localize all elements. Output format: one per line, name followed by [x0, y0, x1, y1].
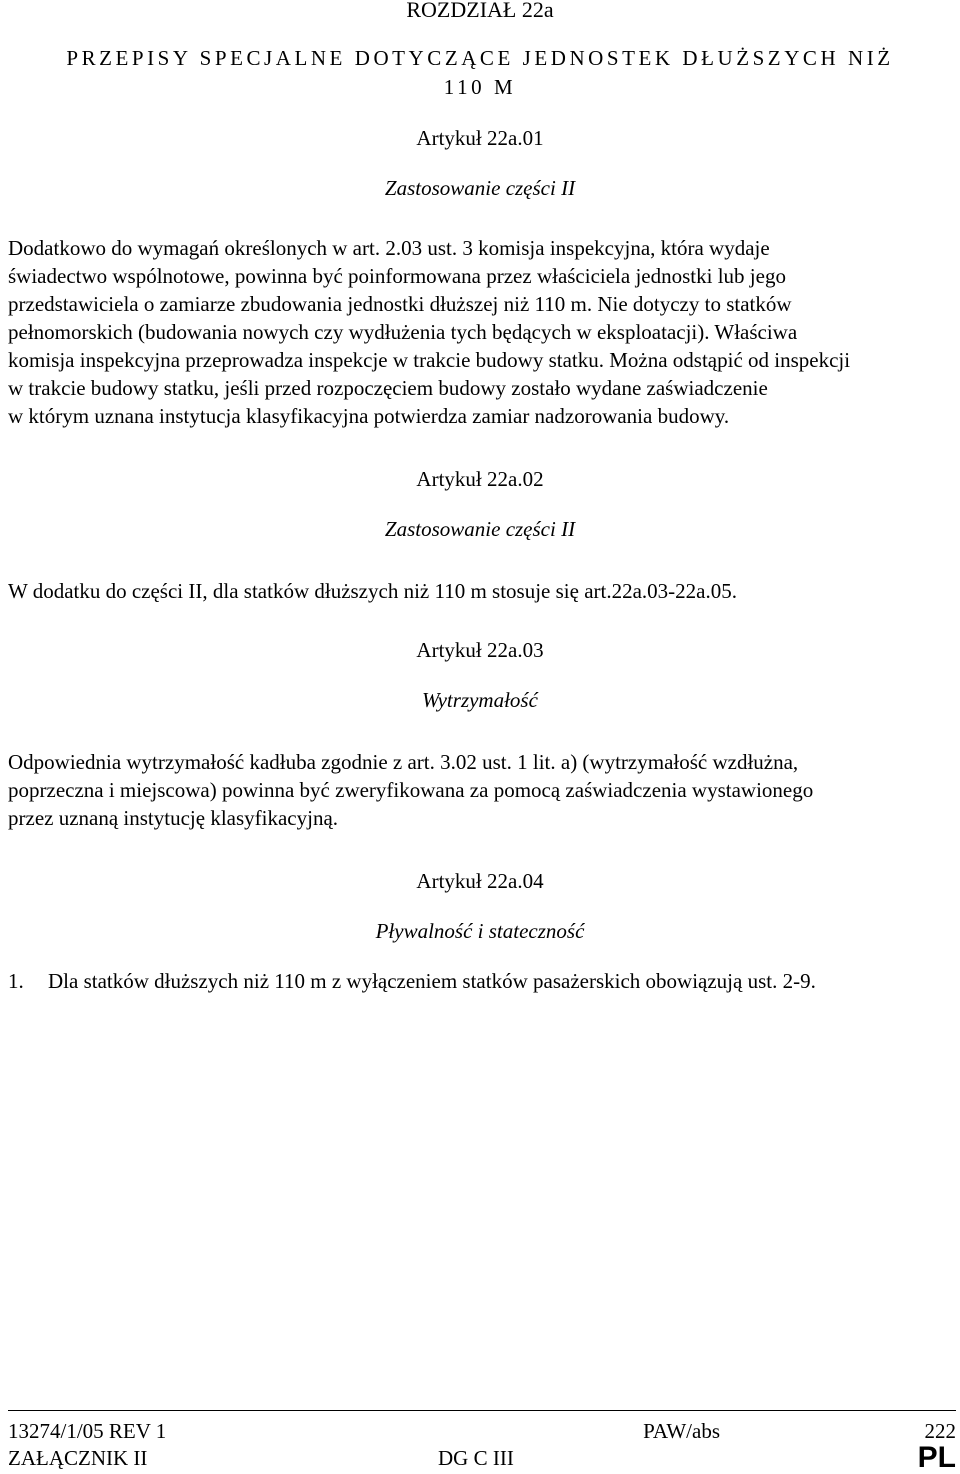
body-line: Dodatkowo do wymagań określonych w art. 2.03 ust. 3 komisja inspekcyjna, która wydaje: [8, 236, 770, 260]
footer-dg: DG C III: [438, 1446, 514, 1470]
footer-doc-ref: 13274/1/05 REV 1: [8, 1419, 167, 1443]
article-subtitle-22a04: Pływalność i stateczność: [375, 919, 585, 943]
body-line: świadectwo wspólnotowe, powinna być poinformowana przez właściciela jednostki lub jego: [8, 264, 786, 288]
article-subtitle-22a03: Wytrzymałość: [422, 688, 538, 712]
chapter-title-line-1: PRZEPISY SPECJALNE DOTYCZĄCE JEDNOSTEK DŁUŻSZYCH NIŻ: [66, 46, 894, 70]
body-line: przedstawiciela o zamiarze zbudowania jednostki dłuższej niż 110 m. Nie dotyczy to statków: [8, 292, 792, 316]
footer-annex: ZAŁĄCZNIK II: [8, 1446, 148, 1470]
article-heading-22a03: Artykuł 22a.03: [416, 638, 544, 662]
chapter-title: [8, 44, 952, 102]
body-line: poprzeczna i miejscowa) powinna być zweryfikowana za pomocą zaświadczenia wystawionego: [8, 778, 814, 802]
article-heading-22a02: Artykuł 22a.02: [416, 467, 544, 491]
chapter-heading: ROZDZIAŁ 22a: [406, 0, 554, 22]
list-item-number: 1.: [8, 969, 24, 993]
body-line: Odpowiednia wytrzymałość kadłuba zgodnie z art. 3.02 ust. 1 lit. a) (wytrzymałość wzdłużna,: [8, 750, 799, 774]
footer-divider: [8, 1410, 956, 1411]
article-subtitle-22a02: Zastosowanie części II: [384, 517, 576, 541]
body-line: komisja inspekcyjna przeprowadza inspekcje w trakcie budowy statku. Można odstąpić od inspekcji: [8, 348, 851, 372]
body-line: w którym uznana instytucja klasyfikacyjna potwierdza zamiar nadzorowania budowy.: [8, 404, 730, 428]
footer-page-number: 222: [924, 1419, 956, 1443]
article-heading-22a04: Artykuł 22a.04: [416, 869, 544, 893]
list-item-text: Dla statków dłuższych niż 110 m z wyłączeniem statków pasażerskich obowiązują ust. 2-9.: [48, 969, 816, 993]
body-line: pełnomorskich (budowania nowych czy wydłużenia tych będących w eksploatacji). Właściwa: [8, 320, 798, 344]
article-subtitle-22a01: Zastosowanie części II: [384, 176, 576, 200]
article-body-22a03: [8, 748, 952, 832]
article-body-22a02: [8, 577, 952, 605]
footer-language-code: PL: [917, 1441, 956, 1474]
body-line: w trakcie budowy statku, jeśli przed rozpoczęciem budowy zostało wydane zaświadczenie: [8, 376, 768, 400]
footer-initials: PAW/abs: [643, 1419, 720, 1443]
article-heading-22a01: Artykuł 22a.01: [416, 126, 544, 150]
body-line: przez uznaną instytucję klasyfikacyjną.: [8, 806, 339, 830]
body-line: W dodatku do części II, dla statków dłuższych niż 110 m stosuje się art.22a.03-22a.05.: [8, 579, 737, 603]
article-body-22a01: [8, 234, 952, 430]
chapter-title-line-2: 110 M: [443, 75, 517, 99]
